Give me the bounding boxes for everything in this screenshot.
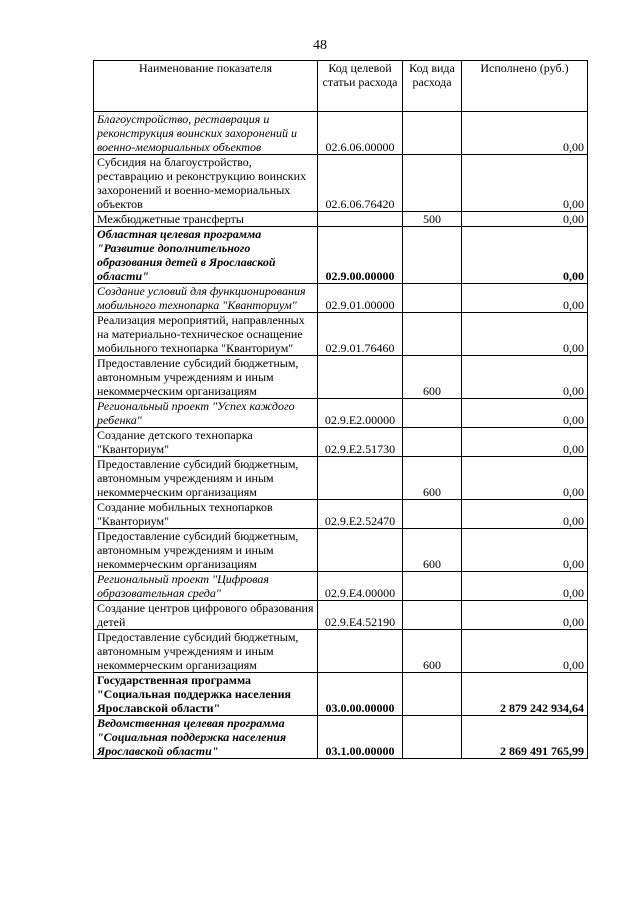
- row-kind: [403, 500, 462, 529]
- row-code: [318, 529, 403, 572]
- row-code: [318, 212, 403, 227]
- row-kind: 600: [403, 457, 462, 500]
- row-amount: 2 869 491 765,99: [462, 716, 588, 759]
- row-name: Региональный проект "Успех каждого ребенка": [94, 399, 318, 428]
- table-row: [94, 716, 588, 759]
- row-kind: 600: [403, 529, 462, 572]
- table-row: [94, 399, 588, 428]
- row-kind: 500: [403, 212, 462, 227]
- row-name: Создание условий для функционирования мобильного технопарка "Кванториум": [94, 284, 318, 313]
- row-amount: 0,00: [462, 457, 588, 500]
- row-code: 02.9.E2.51730: [318, 428, 403, 457]
- row-amount: 0,00: [462, 313, 588, 356]
- row-code: [318, 356, 403, 399]
- table-row: [94, 428, 588, 457]
- row-code: [318, 457, 403, 500]
- table-row: [94, 112, 588, 155]
- row-amount: 0,00: [462, 212, 588, 227]
- row-kind: [403, 227, 462, 284]
- page-number: 48: [313, 38, 327, 53]
- row-name: Предоставление субсидий бюджетным, автономным учреждениям и иным некоммерческим организациям: [94, 457, 318, 500]
- row-code: 02.9.01.00000: [318, 284, 403, 313]
- row-name: Предоставление субсидий бюджетным, автономным учреждениям и иным некоммерческим организациям: [94, 630, 318, 673]
- table-row: [94, 212, 588, 227]
- row-kind: [403, 399, 462, 428]
- row-code: 02.9.00.00000: [318, 227, 403, 284]
- row-amount: 0,00: [462, 356, 588, 399]
- row-kind: [403, 716, 462, 759]
- row-name: Создание мобильных технопарков "Кванториум": [94, 500, 318, 529]
- row-name: Реализация мероприятий, направленных на материально-техническое оснащение мобильного технопарка "Кванториум": [94, 313, 318, 356]
- row-kind: [403, 284, 462, 313]
- table-row: [94, 313, 588, 356]
- table-row: [94, 284, 588, 313]
- row-kind: 600: [403, 630, 462, 673]
- row-name: Межбюджетные трансферты: [94, 212, 318, 227]
- table-row: [94, 630, 588, 673]
- expenditure-table: [93, 60, 588, 759]
- row-kind: [403, 112, 462, 155]
- row-name: Субсидия на благоустройство, реставрацию и реконструкцию воинских захоронений и военно-мемориальных объектов: [94, 155, 318, 212]
- row-amount: 0,00: [462, 630, 588, 673]
- row-amount: 0,00: [462, 428, 588, 457]
- row-code: 02.9.E2.52470: [318, 500, 403, 529]
- row-amount: 0,00: [462, 399, 588, 428]
- row-amount: 0,00: [462, 155, 588, 212]
- row-name: Создание центров цифрового образования детей: [94, 601, 318, 630]
- row-kind: [403, 155, 462, 212]
- row-code: 03.1.00.00000: [318, 716, 403, 759]
- row-amount: 0,00: [462, 227, 588, 284]
- row-code: 02.9.E4.00000: [318, 572, 403, 601]
- header-code: Код целевой статьи расхода: [318, 61, 403, 112]
- table-row: [94, 457, 588, 500]
- header-amount: Исполнено (руб.): [462, 61, 588, 112]
- table-row: [94, 500, 588, 529]
- row-code: 02.6.06.76420: [318, 155, 403, 212]
- row-name: Региональный проект "Цифровая образовательная среда": [94, 572, 318, 601]
- row-code: 02.9.E4.52190: [318, 601, 403, 630]
- row-name: Создание детского технопарка "Кванториум": [94, 428, 318, 457]
- table-row: [94, 572, 588, 601]
- row-kind: [403, 313, 462, 356]
- row-code: 02.6.06.00000: [318, 112, 403, 155]
- row-name: Ведомственная целевая программа "Социальная поддержка населения Ярославской области": [94, 716, 318, 759]
- row-name: Предоставление субсидий бюджетным, автономным учреждениям и иным некоммерческим организациям: [94, 529, 318, 572]
- table-row: [94, 601, 588, 630]
- row-code: 02.9.E2.00000: [318, 399, 403, 428]
- row-amount: 0,00: [462, 500, 588, 529]
- table-row: [94, 155, 588, 212]
- row-name: Благоустройство, реставрация и реконструкция воинских захоронений и военно-мемориальных объектов: [94, 112, 318, 155]
- row-code: [318, 630, 403, 673]
- row-kind: [403, 428, 462, 457]
- row-amount: 0,00: [462, 601, 588, 630]
- table-body: [94, 112, 588, 759]
- table-row: [94, 356, 588, 399]
- table-row: [94, 673, 588, 716]
- row-code: 03.0.00.00000: [318, 673, 403, 716]
- table-row: [94, 227, 588, 284]
- row-kind: 600: [403, 356, 462, 399]
- row-kind: [403, 572, 462, 601]
- row-amount: 0,00: [462, 112, 588, 155]
- row-name: Областная целевая программа "Развитие дополнительного образования детей в Ярославской области": [94, 227, 318, 284]
- table-row: [94, 529, 588, 572]
- header-kind: Код вида расхода: [403, 61, 462, 112]
- row-amount: 2 879 242 934,64: [462, 673, 588, 716]
- row-kind: [403, 601, 462, 630]
- row-amount: 0,00: [462, 572, 588, 601]
- table-header-row: [94, 61, 588, 112]
- row-name: Предоставление субсидий бюджетным, автономным учреждениям и иным некоммерческим организациям: [94, 356, 318, 399]
- row-code: 02.9.01.76460: [318, 313, 403, 356]
- row-kind: [403, 673, 462, 716]
- row-name: Государственная программа "Социальная поддержка населения Ярославской области": [94, 673, 318, 716]
- row-amount: 0,00: [462, 284, 588, 313]
- header-name: Наименование показателя: [94, 61, 318, 112]
- row-amount: 0,00: [462, 529, 588, 572]
